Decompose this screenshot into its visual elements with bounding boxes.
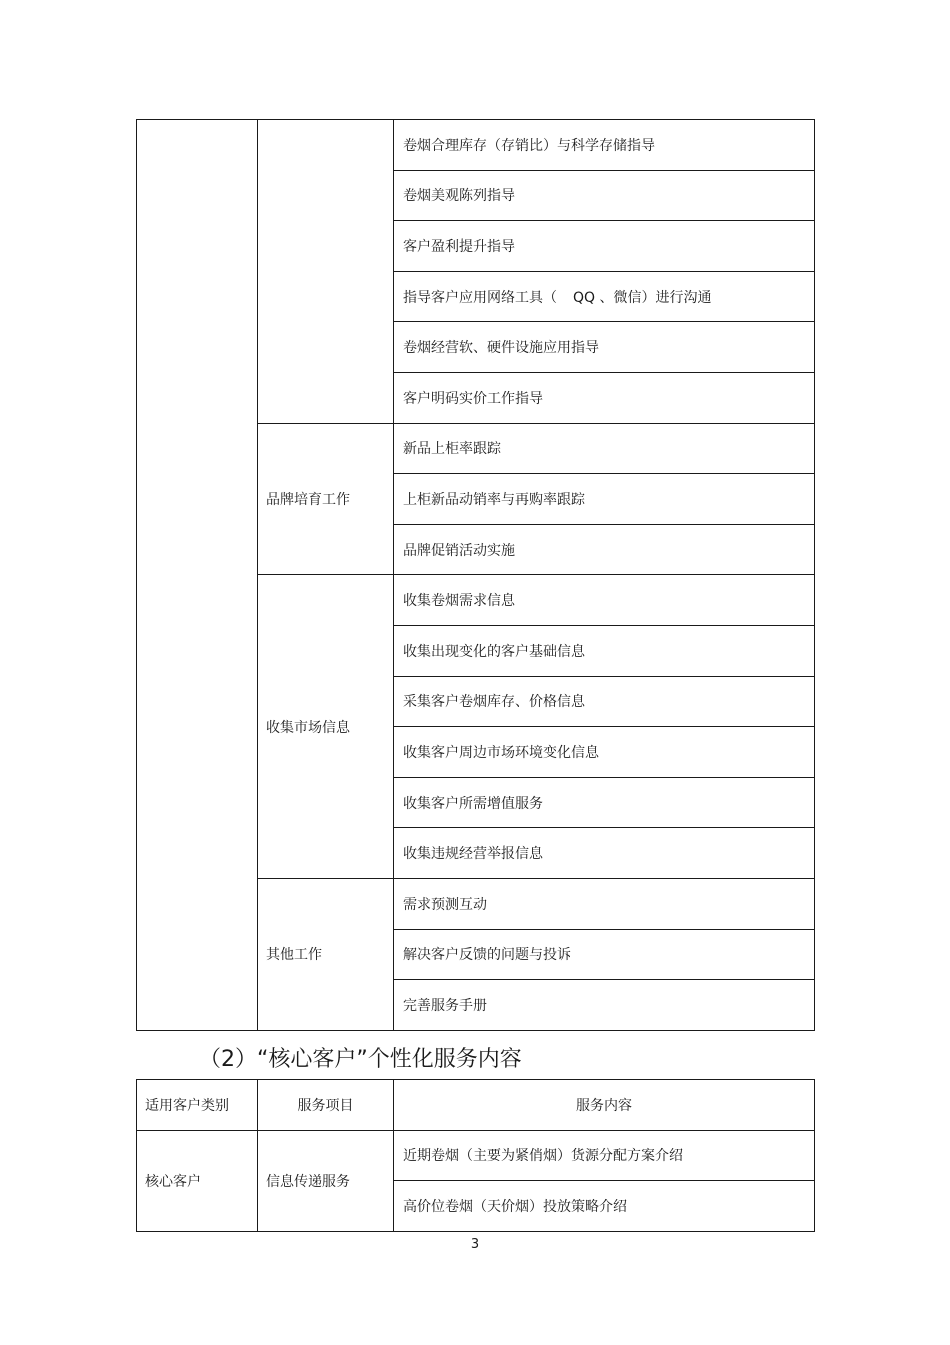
category-cell: 其他工作 xyxy=(258,878,394,1030)
category-cell: 品牌培育工作 xyxy=(258,423,394,575)
item-cell: 品牌促销活动实施 xyxy=(394,524,815,575)
header-cell: 适用客户类别 xyxy=(137,1080,258,1131)
section-heading: （2）“核心客户”个性化服务内容 xyxy=(199,1047,522,1072)
item-text-part: QQ 、微信）进行沟通 xyxy=(573,289,712,306)
item-cell: 收集客户周边市场环境变化信息 xyxy=(394,727,815,778)
item-cell xyxy=(394,271,815,322)
content-cell: 近期卷烟（主要为紧俏烟）货源分配方案介绍 xyxy=(394,1130,815,1181)
category-cell: 收集市场信息 xyxy=(258,575,394,879)
item-cell: 新品上柜率跟踪 xyxy=(394,423,815,474)
item-cell: 收集卷烟需求信息 xyxy=(394,575,815,626)
item-cell: 收集客户所需增值服务 xyxy=(394,777,815,828)
page-number: 3 xyxy=(470,1237,480,1252)
item-cell: 需求预测互动 xyxy=(394,878,815,929)
item-cell: 上柜新品动销率与再购率跟踪 xyxy=(394,474,815,525)
item-cell: 收集出现变化的客户基础信息 xyxy=(394,625,815,676)
item-text-part: 指导客户应用网络工具（ xyxy=(403,289,557,306)
service-table xyxy=(136,119,815,1031)
table-row xyxy=(137,1130,815,1181)
item-cell: 客户明码实价工作指导 xyxy=(394,372,815,423)
table-header-row xyxy=(137,1080,815,1131)
content-cell: 高价位卷烟（天价烟）投放策略介绍 xyxy=(394,1181,815,1232)
item-cell: 收集违规经营举报信息 xyxy=(394,828,815,879)
table-row xyxy=(137,120,815,171)
item-cell: 卷烟经营软、硬件设施应用指导 xyxy=(394,322,815,373)
customer-type-cell xyxy=(137,120,258,1031)
item-cell: 完善服务手册 xyxy=(394,980,815,1031)
core-customer-table xyxy=(136,1079,815,1232)
header-cell: 服务内容 xyxy=(394,1080,815,1131)
item-cell: 解决客户反馈的问题与投诉 xyxy=(394,929,815,980)
item-cell: 卷烟美观陈列指导 xyxy=(394,170,815,221)
service-item-cell: 信息传递服务 xyxy=(258,1130,394,1231)
item-cell: 客户盈利提升指导 xyxy=(394,221,815,272)
category-cell xyxy=(258,120,394,424)
item-cell: 采集客户卷烟库存、价格信息 xyxy=(394,676,815,727)
customer-type-cell: 核心客户 xyxy=(137,1130,258,1231)
header-cell: 服务项目 xyxy=(258,1080,394,1131)
item-cell: 卷烟合理库存（存销比）与科学存储指导 xyxy=(394,120,815,171)
